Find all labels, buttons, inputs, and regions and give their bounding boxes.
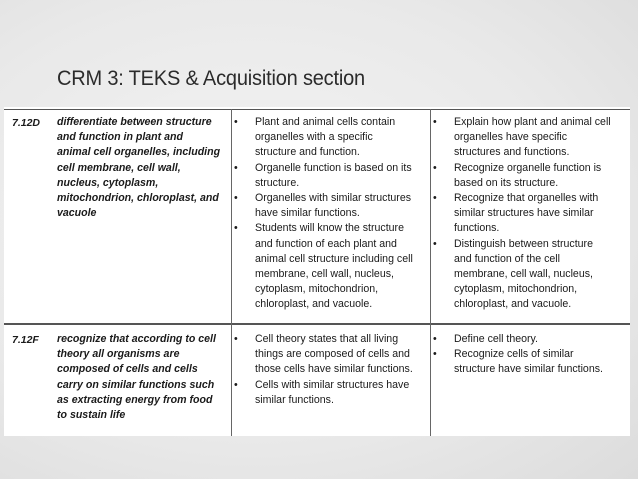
list-item-text: Plant and animal cells contain organelles with a specific structure and function.: [255, 116, 396, 159]
list-item: [430, 191, 629, 237]
bullet-icon: •: [433, 348, 437, 361]
bullet-icon: •: [234, 222, 238, 235]
bullet-icon: •: [234, 192, 238, 205]
list-item: [231, 115, 429, 161]
teks-table: [4, 107, 630, 436]
list-item-text: Recognize cells of similar structure have similar functions.: [454, 348, 603, 376]
list-item: [231, 378, 429, 408]
bullet-icon: •: [234, 378, 238, 391]
list-item-text: Organelles with similar structures have similar functions.: [255, 192, 412, 220]
bullet-icon: •: [433, 161, 437, 174]
list-item-text: Explain how plant and animal cell organelles have specific structures and functions.: [454, 116, 611, 159]
list-item: [430, 347, 629, 377]
bullet-icon: •: [234, 161, 238, 174]
list-item: [430, 161, 629, 191]
skills-list: [430, 332, 629, 378]
list-item-text: Recognize organelle function is based on its structure.: [454, 161, 602, 189]
list-item: [231, 221, 429, 312]
bullet-icon: •: [433, 333, 437, 345]
list-item: [231, 161, 429, 191]
teks-code: 7.12F: [12, 334, 39, 346]
teks-code: 7.12D: [12, 117, 41, 129]
row-divider: [4, 323, 630, 325]
bullet-icon: •: [433, 116, 437, 128]
student-expectation: differentiate between structure and function in plant and animal cell organelles, including cell membrane, cell wall, nucleus, cytoplasm, mitochondrion, chloroplast, and vacuole: [57, 116, 221, 220]
list-item: [430, 332, 629, 347]
bullet-icon: •: [234, 333, 238, 345]
knowledge-list: [231, 115, 429, 313]
bullet-icon: •: [234, 116, 238, 128]
bullet-icon: •: [433, 237, 437, 250]
student-expectation: recognize that according to cell theory all organisms are composed of cells and cells carry on similar functions such as extracting energy from food to sustain life: [57, 333, 216, 422]
list-item-text: Organelle function is based on its structure.: [255, 161, 412, 189]
slide-title: CRM 3: TEKS & Acquisition section: [57, 66, 366, 90]
list-item: [430, 115, 629, 161]
bullet-icon: •: [433, 192, 437, 205]
list-item: [231, 332, 429, 378]
list-item-text: Distinguish between structure and function of the cell membrane, cell wall, nucleus, cytoplasm, mitochondrion, chloroplast, and vacuole.: [454, 237, 593, 311]
list-item-text: Cells with similar structures have similar functions.: [255, 378, 410, 406]
knowledge-list: [231, 332, 429, 408]
list-item: [231, 191, 429, 221]
table-top-border: [4, 109, 630, 110]
list-item: [430, 237, 629, 313]
skills-list: [430, 115, 629, 313]
list-item-text: Define cell theory.: [454, 333, 539, 345]
list-item-text: Recognize that organelles with similar structures have similar functions.: [454, 192, 599, 235]
list-item-text: Cell theory states that all living things are composed of cells and those cells have similar functions.: [255, 333, 413, 376]
list-item-text: Students will know the structure and function of each plant and animal cell structure including cell membrane, cell wall, nucleus, cytoplasm, mitochondrion, chloroplast, and vacuole.: [255, 222, 413, 311]
